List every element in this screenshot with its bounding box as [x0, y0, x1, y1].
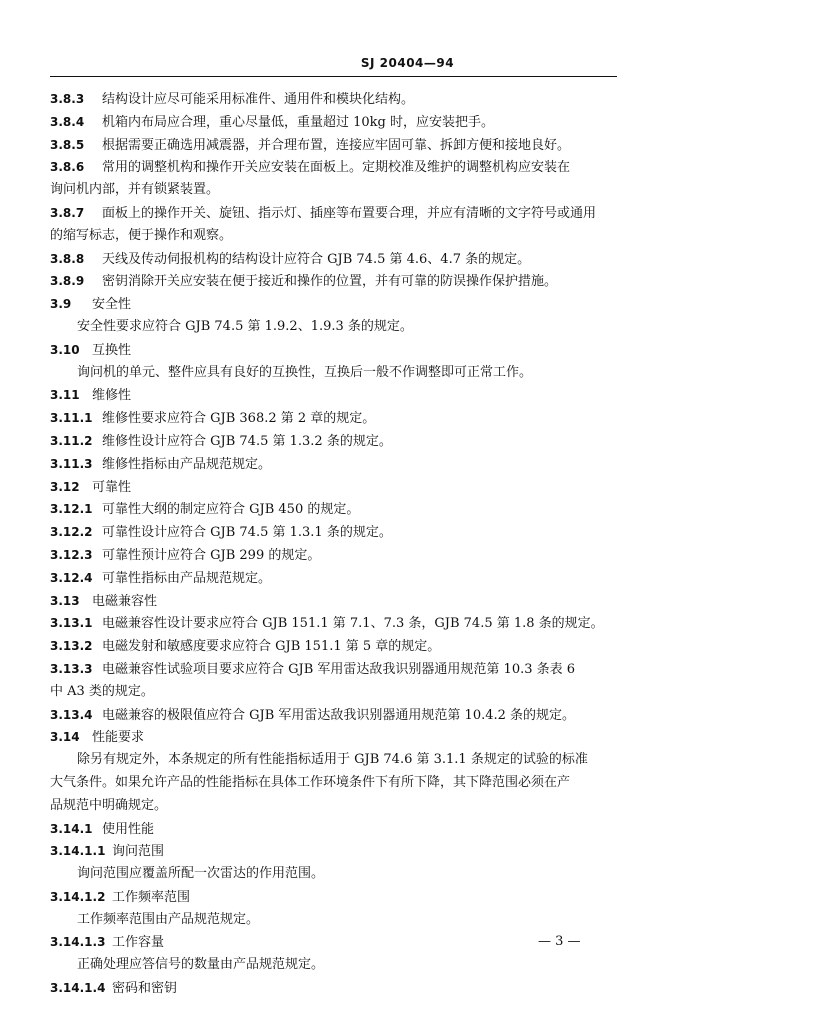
clause-text: 密码和密钥	[112, 981, 178, 997]
clause-text: 面板上的操作开关、旋钮、指示灯、插座等布置要合理，并应有清晰的文字符号或通用	[102, 205, 597, 221]
clause-text: 中 A3 类的规定。	[50, 683, 154, 699]
clause-text: 询问范围	[112, 844, 165, 860]
clause-number: 3.10	[50, 342, 80, 357]
clause-line	[50, 612, 617, 635]
clause-number: 3.11	[50, 388, 80, 403]
clause-text: 可靠性设计应符合 GJB 74.5 第 1.3.1 条的规定。	[102, 525, 392, 541]
clause-text: 机箱内布局应合理，重心尽量低，重量超过 10kg 时，应安装把手。	[102, 114, 495, 130]
clause-number: 3.12.4	[50, 570, 93, 585]
clause-number: 3.12.2	[50, 525, 93, 540]
clause-number: 3.8.3	[50, 92, 85, 106]
clause-line	[50, 954, 617, 977]
clause-line	[50, 88, 617, 111]
clause-line	[50, 931, 617, 954]
clause-line	[50, 156, 617, 179]
clause-line	[50, 407, 617, 430]
clause-text: 品规范中明确规定。	[50, 797, 168, 813]
clause-text: 安全性要求应符合 GJB 74.5 第 1.9.2、1.9.3 条的规定。	[77, 318, 413, 334]
clause-line	[50, 134, 617, 157]
clause-text: 天线及传动伺报机构的结构设计应符合 GJB 74.5 第 4.6、4.7 条的规定。	[102, 251, 531, 267]
clause-line	[50, 567, 617, 590]
clause-line	[50, 248, 617, 271]
clause-number: 3.8.8	[50, 251, 85, 266]
clause-number: 3.8.7	[50, 205, 85, 220]
clause-line	[50, 635, 617, 658]
clause-text: 工作频率范围	[112, 889, 191, 905]
clause-text: 询问范围应覆盖所配一次雷达的作用范围。	[77, 866, 325, 882]
clause-text: 维修性要求应符合 GJB 368.2 第 2 章的规定。	[102, 411, 376, 427]
clause-line	[50, 544, 617, 567]
clause-line	[50, 886, 617, 909]
clause-line	[50, 772, 617, 795]
clause-text: 结构设计应尽可能采用标准件、通用件和模块化结构。	[102, 92, 415, 107]
clause-line	[50, 476, 617, 499]
clause-text: 常用的调整机构和操作开关应安装在面板上。定期校准及维护的调整机构应安装在	[102, 160, 571, 176]
clause-line	[50, 977, 617, 1000]
clause-line	[50, 840, 617, 863]
clause-text: 根据需要正确选用减震器，并合理布置，连接应牢固可靠、拆卸方便和接地良好。	[102, 137, 571, 153]
clause-text: 的缩写标志，便于操作和观察。	[50, 227, 233, 243]
clause-line	[50, 498, 617, 521]
clause-text: 电磁发射和敏感度要求应符合 GJB 151.1 第 5 章的规定。	[102, 639, 441, 655]
clause-number: 3.11.2	[50, 433, 93, 448]
clause-line	[50, 453, 617, 476]
clause-text: 询问机内部，并有锁紧装置。	[50, 182, 220, 198]
clause-number: 3.14.1	[50, 821, 93, 836]
clause-line	[50, 362, 617, 385]
clause-text: 可靠性指标由产品规范规定。	[102, 570, 272, 586]
clause-text: 正确处理应答信号的数量由产品规范规定。	[77, 957, 325, 973]
clause-number: 3.13.2	[50, 639, 93, 654]
document-body	[50, 88, 617, 1000]
clause-number: 3.8.4	[50, 114, 85, 129]
clause-number: 3.11.1	[50, 411, 93, 426]
clause-line	[50, 590, 617, 613]
clause-text: 电磁兼容性设计要求应符合 GJB 151.1 第 7.1、7.3 条，GJB 74.5 第 1.8 条的规定。	[102, 616, 604, 632]
clause-number: 3.14.1.4	[50, 981, 106, 996]
clause-number: 3.8.6	[50, 160, 85, 175]
clause-line	[50, 704, 617, 727]
clause-text: 除另有规定外，本条规定的所有性能指标适用于 GJB 74.6 第 3.1.1 条规定的试验的标准	[77, 752, 588, 768]
clause-text: 可靠性预计应符合 GJB 299 的规定。	[102, 547, 321, 563]
clause-line	[50, 316, 617, 339]
clause-text: 使用性能	[102, 821, 155, 837]
clause-line	[50, 795, 617, 818]
clause-line	[50, 818, 617, 841]
clause-text: 互换性	[92, 342, 132, 358]
clause-number: 3.8.5	[50, 137, 85, 152]
clause-text: 可靠性大纲的制定应符合 GJB 450 的规定。	[102, 502, 360, 518]
clause-text: 安全性	[92, 297, 132, 313]
clause-number: 3.14.1.2	[50, 889, 106, 904]
clause-text: 性能要求	[92, 730, 145, 746]
clause-number: 3.8.9	[50, 274, 85, 289]
clause-line	[50, 521, 617, 544]
clause-line	[50, 270, 617, 293]
clause-number: 3.12.1	[50, 502, 93, 517]
clause-line	[50, 909, 617, 932]
clause-line	[50, 726, 617, 749]
clause-line	[50, 681, 617, 704]
clause-number: 3.13	[50, 593, 80, 608]
clause-number: 3.13.1	[50, 616, 93, 631]
clause-line	[50, 225, 617, 248]
clause-number: 3.9	[50, 297, 72, 312]
clause-text: 维修性设计应符合 GJB 74.5 第 1.3.2 条的规定。	[102, 433, 392, 449]
clause-text: 工作容量	[112, 935, 165, 951]
clause-line	[50, 202, 617, 225]
clause-line	[50, 749, 617, 772]
header-rule	[50, 76, 617, 77]
clause-number: 3.13.4	[50, 707, 93, 722]
document-code-header: SJ 20404—94	[360, 56, 455, 70]
clause-line	[50, 384, 617, 407]
clause-number: 3.14.1.3	[50, 935, 106, 950]
clause-number: 3.12.3	[50, 547, 93, 562]
clause-line	[50, 430, 617, 453]
clause-line	[50, 293, 617, 316]
clause-line	[50, 179, 617, 202]
clause-number: 3.11.3	[50, 456, 93, 471]
clause-text: 可靠性	[92, 479, 132, 495]
clause-text: 大气条件。如果允许产品的性能指标在具体工作环境条件下有所下降，其下降范围必须在产	[50, 774, 571, 790]
clause-number: 3.14	[50, 730, 80, 745]
clause-text: 维修性	[92, 388, 132, 404]
clause-text: 电磁兼容性	[92, 593, 158, 609]
clause-number: 3.14.1.1	[50, 844, 106, 859]
clause-line	[50, 111, 617, 134]
clause-text: 工作频率范围由产品规范规定。	[77, 911, 260, 927]
clause-line	[50, 658, 617, 681]
clause-line	[50, 863, 617, 886]
clause-number: 3.12	[50, 479, 80, 494]
page-number: — 3 —	[538, 934, 581, 949]
clause-text: 电磁兼容的极限值应符合 GJB 军用雷达敌我识别器通用规范第 10.4.2 条的规定。	[102, 707, 576, 723]
clause-text: 询问机的单元、整件应具有良好的互换性，互换后一般不作调整即可正常工作。	[77, 364, 533, 380]
clause-text: 密钥消除开关应安装在便于接近和操作的位置，并有可靠的防误操作保护措施。	[102, 274, 558, 290]
clause-text: 维修性指标由产品规范规定。	[102, 456, 272, 472]
clause-line	[50, 339, 617, 362]
clause-number: 3.13.3	[50, 661, 93, 676]
clause-text: 电磁兼容性试验项目要求应符合 GJB 军用雷达敌我识别器通用规范第 10.3 条表 6	[102, 661, 576, 677]
